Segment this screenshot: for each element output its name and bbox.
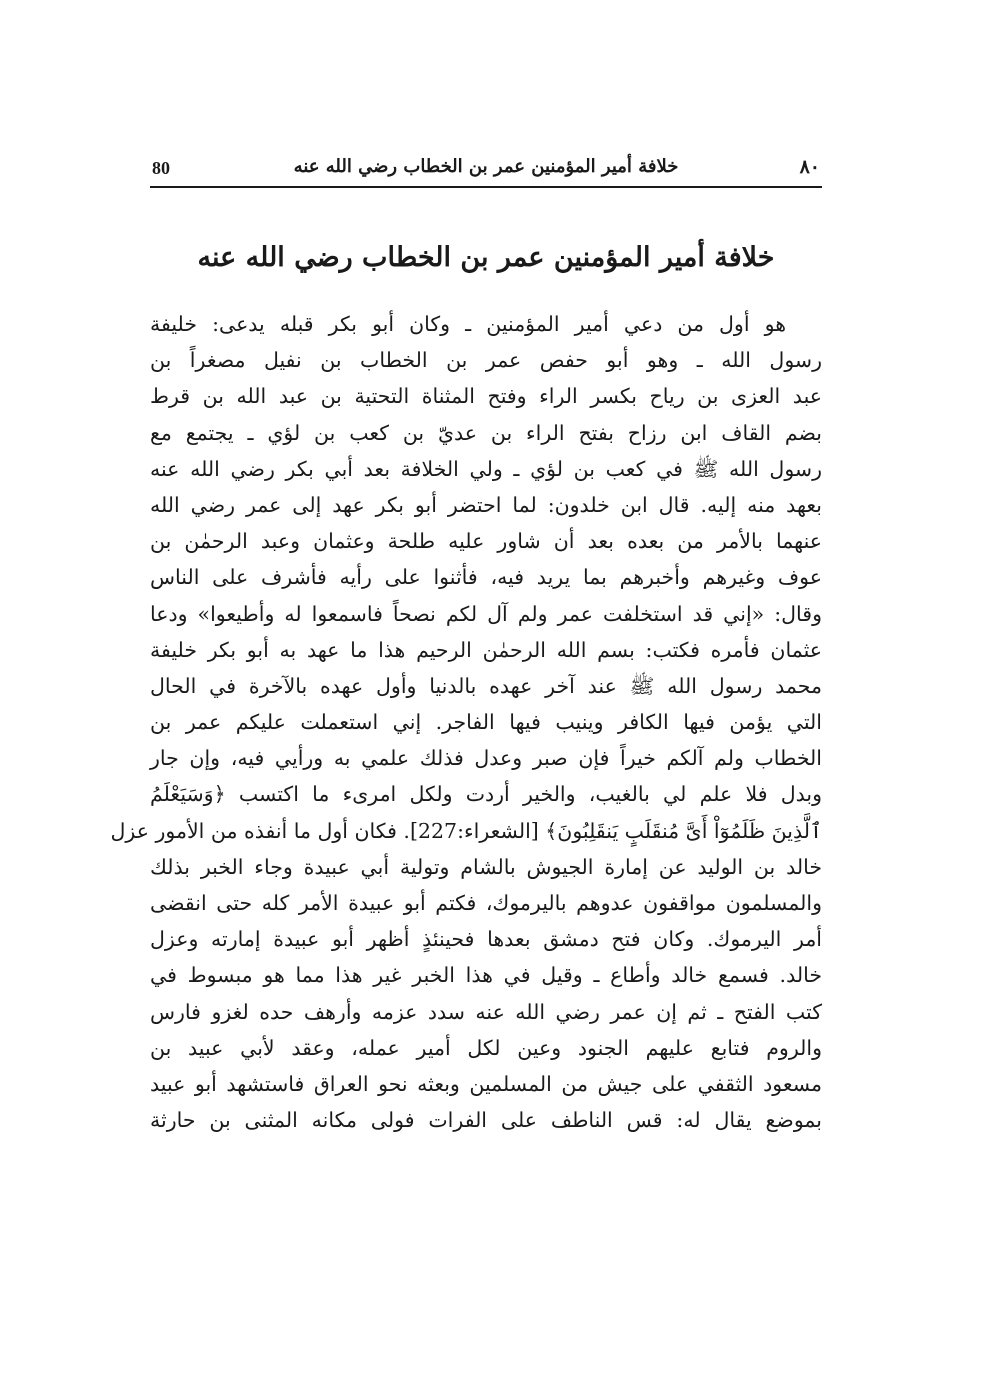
- page-number-arabic: ٨٠: [799, 156, 820, 178]
- text-line: عثمان فأمره فكتب: بسم الله الرحمٰن الرحيم هذا ما عهد به أبو بكر خليفة: [150, 637, 822, 662]
- text-line: وبدل فلا علم لي بالغيب، والخير أردت ولكل امرىء ما اكتسب ﴿وَسَيَعْلَمُ: [150, 782, 822, 807]
- text-line: محمد رسول الله ﷺ عند آخر عهده بالدنيا وأول عهده بالآخرة في الحال: [150, 673, 822, 698]
- text-line: بعهد منه إليه. قال ابن خلدون: لما احتضر أبو بكر عهد إلى عمر رضي الله: [150, 492, 822, 517]
- text-line: عبد العزى بن رياح بكسر الراء وفتح المثناة التحتية بن عبد الله بن قرط: [150, 384, 822, 409]
- text-line: رسول الله ﷺ في كعب بن لؤي ـ ولي الخلافة بعد أبي بكر رضي الله عنه: [150, 456, 822, 481]
- text-line: بموضع يقال له: قس الناطف على الفرات فولى مكانه المثنى بن حارثة: [150, 1108, 822, 1133]
- text-line: عنهما بالأمر من بعده بعد أن شاور عليه طلحة وعثمان وعبد الرحمٰن بن: [150, 529, 822, 554]
- running-header: [150, 152, 822, 188]
- text-line: وقال: «إني قد استخلفت عمر ولم آل لكم نصحاً فاسمعوا له وأطيعوا» ودعا: [150, 601, 822, 626]
- text-line: الخطاب ولم آلكم خيراً فإن صبر وعدل فذلك علمي به ورأيي فيه، وإن جار: [150, 746, 822, 771]
- text-line: هو أول من دعي أمير المؤمنين ـ وكان أبو بكر قبله يدعى: خليفة: [150, 312, 786, 336]
- text-line: والمسلمون مواقفون عدوهم باليرموك، فكتم أبو عبيدة الأمر كله حتى انقضى: [150, 891, 822, 915]
- text-line: ٱلَّذِينَ ظَلَمُوٓاْ أَىَّ مُنقَلَبٍ يَنقَلِبُونَ﴾ [الشعراء:227]. فكان أول ما أنفذه من الأمور عزل: [110, 818, 822, 843]
- text-line: رسول الله ـ وهو أبو حفص عمر بن الخطاب بن نفيل مصغراً بن: [150, 348, 822, 373]
- text-line: التي يؤمن فيها الكافر وينيب فيها الفاجر. إني استعملت عليكم عمر بن: [150, 710, 822, 735]
- text-line: أمر اليرموك. وكان فتح دمشق بعدها فحينئذٍ أظهر أبو عبيدة إمارته وعزل: [150, 927, 822, 952]
- text-line: خالد بن الوليد عن إمارة الجيوش بالشام وتولية أبي عبيدة وجاء الخبر بذلك: [150, 854, 822, 879]
- page-number-latin: 80: [152, 158, 170, 178]
- text-line: مسعود الثقفي على جيش من المسلمين وبعثه نحو العراق فاستشهد أبو عبيد: [150, 1071, 822, 1096]
- text-line: بضم القاف ابن رزاح بفتح الراء بن عديّ بن كعب بن لؤي ـ يجتمع مع: [150, 420, 822, 445]
- text-line: كتب الفتح ـ ثم إن عمر رضي الله عنه سدد عزمه وأرهف حده لغزو فارس: [150, 999, 822, 1024]
- text-line: خالد. فسمع خالد وأطاع ـ وقيل في هذا الخبر غير هذا مما هو مبسوط في: [150, 963, 822, 988]
- text-line: والروم فتابع عليهم الجنود وعين لكل أمير عمله، وعقد لأبي عبيد بن: [150, 1035, 822, 1060]
- text-line: عوف وغيرهم وأخبرهم بما يريد فيه، فأثنوا على رأيه فأشرف على الناس: [150, 565, 822, 590]
- chapter-title: خلافة أمير المؤمنين عمر بن الخطاب رضي الله عنه: [197, 242, 775, 273]
- running-title: خلافة أمير المؤمنين عمر بن الخطاب رضي الله عنه: [293, 156, 679, 177]
- body-text: [110, 306, 822, 1138]
